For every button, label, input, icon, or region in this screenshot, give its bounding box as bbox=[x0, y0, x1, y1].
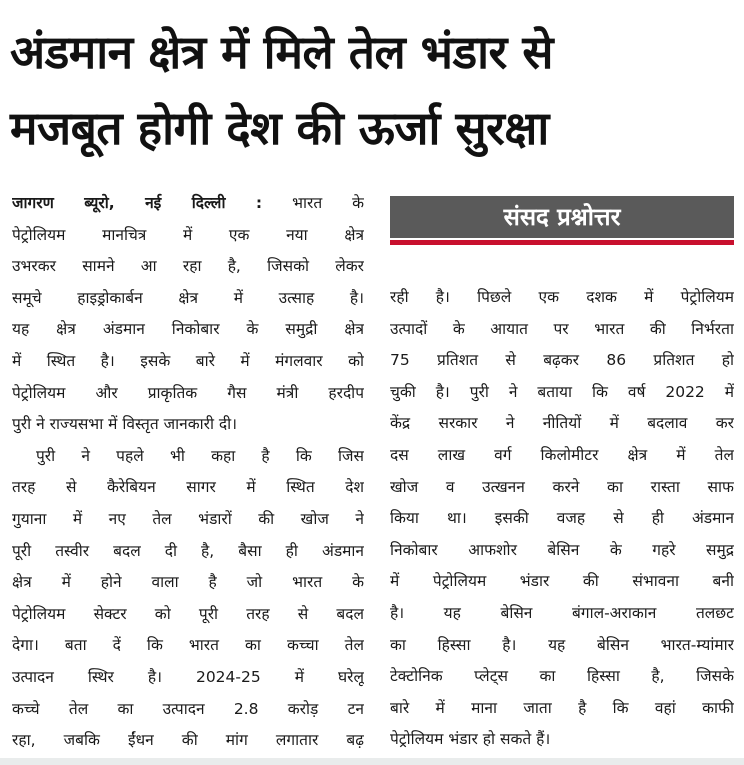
article-line: केंद्र सरकार ने नीतियों में बदलाव कर bbox=[390, 414, 734, 433]
section-header bbox=[390, 190, 734, 250]
article-line: समूचे हाइड्रोकार्बन क्षेत्र में उत्साह है। bbox=[12, 288, 364, 307]
article-line: में पेट्रोलियम भंडार की संभावना बनी bbox=[390, 572, 734, 591]
article-line: 75 प्रतिशत से बढ़कर 86 प्रतिशत हो bbox=[390, 351, 734, 370]
article-line bbox=[12, 188, 364, 220]
article-line: किया था। इसकी वजह से ही अंडमान bbox=[390, 509, 734, 528]
headline-line-1: अंडमान क्षेत्र में मिले तेल भंडार से bbox=[10, 25, 553, 79]
article-line: रहा, जबकि ईंधन की मांग लगातार बढ़ bbox=[12, 731, 364, 750]
byline: जागरण ब्यूरो, नई दिल्ली : bbox=[12, 194, 263, 212]
section-label: संसद प्रश्नोत्तर bbox=[390, 196, 734, 238]
article-line: दस लाख वर्ग किलोमीटर क्षेत्र में तेल bbox=[390, 445, 734, 464]
article-line: गुयाना में नए तेल भंडारों की खोज ने bbox=[12, 509, 364, 528]
article-line: उत्पादों के आयात पर भारत की निर्भरता bbox=[390, 319, 734, 338]
article-line: का हिस्सा है। यह बेसिन भारत-म्यांमार bbox=[390, 635, 734, 654]
article-line: उभरकर सामने आ रहा है, जिसको लेकर bbox=[12, 257, 364, 276]
article-line: देगा। बता दें कि भारत का कच्चा तेल bbox=[12, 636, 364, 655]
article-line: निकोबार आफशोर बेसिन के गहरे समुद्र bbox=[390, 540, 734, 559]
article-line: उत्पादन स्थिर है। 2024-25 में घरेलू bbox=[12, 667, 364, 686]
article-line: रही है। पिछले एक दशक में पेट्रोलियम bbox=[390, 288, 734, 306]
article-line: चुकी है। पुरी ने बताया कि वर्ष 2022 में bbox=[390, 382, 734, 401]
article-line: पुरी ने राज्यसभा में विस्तृत जानकारी दी। bbox=[12, 415, 238, 434]
section-accent-rule bbox=[390, 240, 734, 245]
article-line: खोज व उत्खनन करने का रास्ता साफ bbox=[390, 477, 734, 496]
article-line: कच्चे तेल का उत्पादन 2.8 करोड़ टन bbox=[12, 699, 364, 718]
article-line: पेट्रोलियम सेक्टर को पूरी तरह से बदल bbox=[12, 604, 364, 623]
article-line: है। यह बेसिन बंगाल-अराकान तलछट bbox=[390, 603, 734, 622]
article-line: क्षेत्र में होने वाला है जो भारत के bbox=[12, 573, 364, 592]
article-line: यह क्षेत्र अंडमान निकोबार के समुद्री क्षेत्र bbox=[12, 320, 364, 339]
article-line: तरह से कैरेबियन सागर में स्थित देश bbox=[12, 478, 364, 497]
article-line: पेट्रोलियम मानचित्र में एक नया क्षेत्र bbox=[12, 225, 364, 244]
article-line: टेक्टोनिक प्लेट्स का हिस्सा है, जिसके bbox=[390, 667, 734, 686]
article-left-column bbox=[12, 188, 364, 757]
bottom-border bbox=[0, 758, 744, 765]
article-line: पेट्रोलियम भंडार हो सकते हैं। bbox=[390, 730, 551, 749]
article-line: पुरी ने पहले भी कहा है कि जिस bbox=[36, 446, 364, 465]
article-line: पेट्रोलियम और प्राकृतिक गैस मंत्री हरदीप bbox=[12, 383, 364, 402]
article-line: पूरी तस्वीर बदल दी है, बैसा ही अंडमान bbox=[12, 541, 364, 560]
article-line: में स्थित है। इसके बारे में मंगलवार को bbox=[12, 351, 364, 370]
article-line-text: भारत के bbox=[292, 194, 364, 212]
headline-line-2: मजबूत होगी देश की ऊर्जा सुरक्षा bbox=[10, 101, 549, 155]
article-line: बारे में माना जाता है कि वहां काफी bbox=[390, 698, 734, 717]
article-right-column bbox=[390, 282, 734, 756]
